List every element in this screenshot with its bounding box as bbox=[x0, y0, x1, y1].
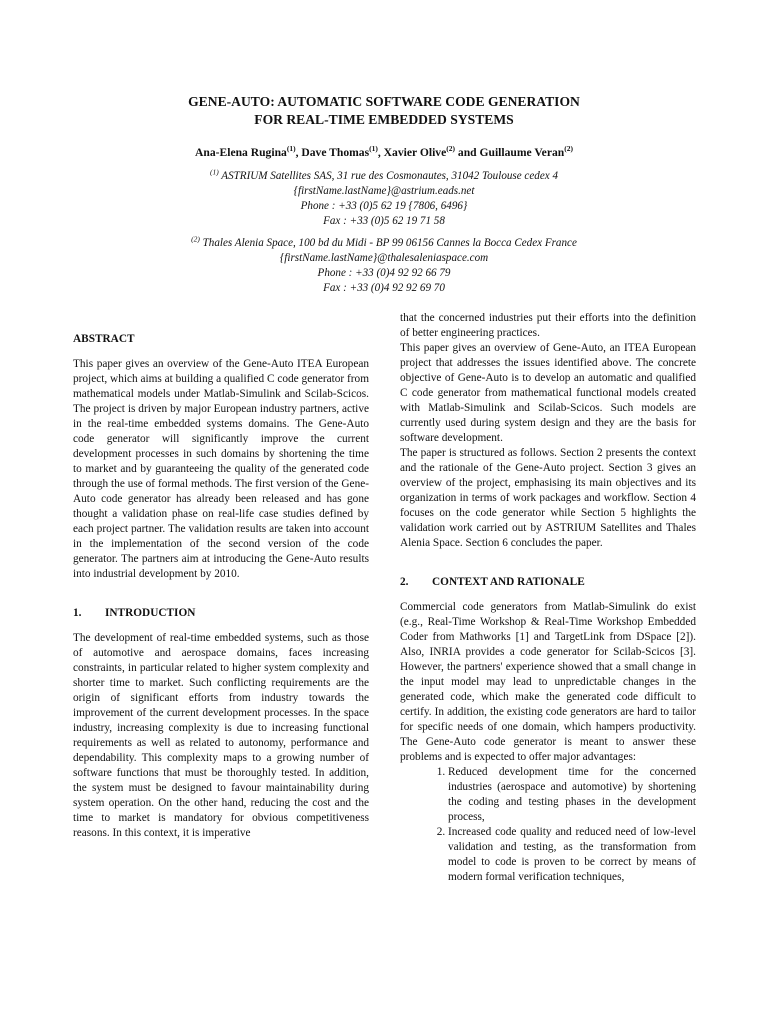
author-name: Guillaume Veran bbox=[479, 146, 565, 159]
author-separator: , bbox=[377, 146, 384, 159]
introduction-paragraph: The paper is structured as follows. Section 2 presents the context and the rationale of the Gene-Auto project. Section 3 gives an overview of the project, emphasising its main objectives and its organization in terms of work packages and workflow. Section 4 focuses on the code generator while Section 5 highlights the validation work carried out by ASTRIUM Satellites and Thales Alenia Space. Section 6 concludes the paper. bbox=[400, 447, 696, 549]
section-number: 1. bbox=[73, 607, 82, 619]
affiliation-phone: Phone : +33 (0)4 92 92 66 79 bbox=[317, 267, 451, 279]
abstract-heading: ABSTRACT bbox=[73, 333, 135, 345]
affiliation-mark: (2) bbox=[191, 234, 200, 244]
author-name: Ana-Elena Rugina bbox=[195, 146, 287, 159]
left-column bbox=[73, 332, 369, 841]
section-number: 2. bbox=[400, 576, 409, 588]
title-line-1: GENE-AUTO: AUTOMATIC SOFTWARE CODE GENERATION bbox=[188, 94, 580, 109]
affiliation-thales bbox=[0, 236, 768, 296]
list-item: 1. Reduced development time for the concerned industries (aerospace and automotive) by shortening the coding and testing phases in the development process, bbox=[448, 765, 696, 825]
context-heading bbox=[400, 575, 696, 590]
introduction-paragraph: This paper gives an overview of Gene-Auto, an ITEA European project that addresses the issues identified above. The concrete objective of Gene-Auto is to develop an automatic and qualified C code generator from mathematical functional models created with Matlab-Simulink and Scilab-Scicos. Such models are currently used during system design and they are the basis for software development. bbox=[400, 342, 696, 444]
list-item: 2. Increased code quality and reduced need of low-level validation and testing, as the transformation from model to code is proven to be correct by means of modern formal verification techniques, bbox=[448, 825, 696, 885]
author-mark: (1) bbox=[286, 144, 296, 154]
introduction-heading bbox=[73, 606, 369, 621]
author-mark: (2) bbox=[446, 144, 455, 154]
author-list bbox=[0, 145, 768, 161]
introduction-paragraph-continued: that the concerned industries put their efforts into the definition of better engineering practices. bbox=[400, 312, 696, 339]
affiliation-fax: Fax : +33 (0)4 92 92 69 70 bbox=[323, 282, 445, 294]
introduction-paragraph: The development of real-time embedded systems, such as those of automotive and aerospace domains, faces increasing constraints, in particular related to higher system complexity and shorter time to market. Such conflicting requirements are the origin of significant efforts from industry towards the improvement of the current development processes. In the space industry, increasing complexity is due to increasing functional requirements as well as related to autonomy, performance and dependability. This complexity maps to a growing number of software functions that must be thoroughly tested. In addition, the system must be designed to favour maintainability during system operation. On the other hand, reducing the cost and the time to market is mandatory for obvious competitiveness reasons. In this context, it is imperative bbox=[73, 632, 369, 839]
section-title: CONTEXT AND RATIONALE bbox=[432, 576, 585, 588]
title-line-2: FOR REAL-TIME EMBEDDED SYSTEMS bbox=[254, 112, 514, 127]
affiliation-astrium bbox=[0, 169, 768, 229]
affiliation-phone: Phone : +33 (0)5 62 19 {7806, 6496} bbox=[300, 200, 468, 212]
author-name: Xavier Olive bbox=[383, 146, 447, 159]
author-name: Dave Thomas bbox=[301, 146, 370, 159]
author-separator: and bbox=[455, 146, 480, 159]
author-mark: (2) bbox=[564, 144, 573, 154]
affiliation-fax: Fax : +33 (0)5 62 19 71 58 bbox=[323, 215, 445, 227]
context-paragraph: Commercial code generators from Matlab-Simulink do exist (e.g., Real-Time Workshop & Real-Time Workshop Embedded Coder from Mathworks [1] and TargetLink from DSpace [2]). Also, INRIA provides a code generator for Scilab-Scicos [3]. However, the partners' experience showed that a small change in the input model may lead to unpredictable changes in the generated code, which make the generated code difficult to certify. In addition, the existing code generators are hard to tailor for specific needs of one domain, which hampers productivity. The Gene-Auto code generator is meant to answer these problems and is expected to offer major advantages: bbox=[400, 601, 696, 763]
abstract-text: This paper gives an overview of the Gene-Auto ITEA European project, which aims at building a qualified C code generator from mathematical models under Matlab-Simulink and Scilab-Scicos. The project is driven by major European industry partners, active in the real-time embedded systems domains. The Gene-Auto code generator will significantly improve the current development processes in such domains by shortening the time to market and by guaranteeing the quality of the generated code through the use of formal methods. The first version of the Gene-Auto code generator has already been released and has gone thought a validation phase on real-life case studies defined by each project partner. The validation results are taken into account in the implementation of the second version of the code generator. The partners aim at introducing the Gene-Auto results into industrial development by 2010. bbox=[73, 358, 369, 580]
affiliation-email: {firstName.lastName}@astrium.eads.net bbox=[293, 185, 475, 197]
right-column bbox=[400, 311, 696, 885]
affiliation-email: {firstName.lastName}@thalesaleniaspace.com bbox=[279, 252, 489, 264]
affiliation-org: ASTRIUM Satellites SAS, 31 rue des Cosmonautes, 31042 Toulouse cedex 4 bbox=[218, 170, 558, 182]
advantages-list bbox=[400, 765, 696, 885]
author-separator: , bbox=[295, 146, 302, 159]
section-title: INTRODUCTION bbox=[105, 607, 196, 619]
author-mark: (1) bbox=[369, 144, 378, 154]
affiliation-mark: (1) bbox=[209, 167, 219, 177]
paper-title bbox=[0, 93, 768, 129]
affiliation-org: Thales Alenia Space, 100 bd du Midi - BP 99 06156 Cannes la Bocca Cedex France bbox=[199, 237, 577, 249]
